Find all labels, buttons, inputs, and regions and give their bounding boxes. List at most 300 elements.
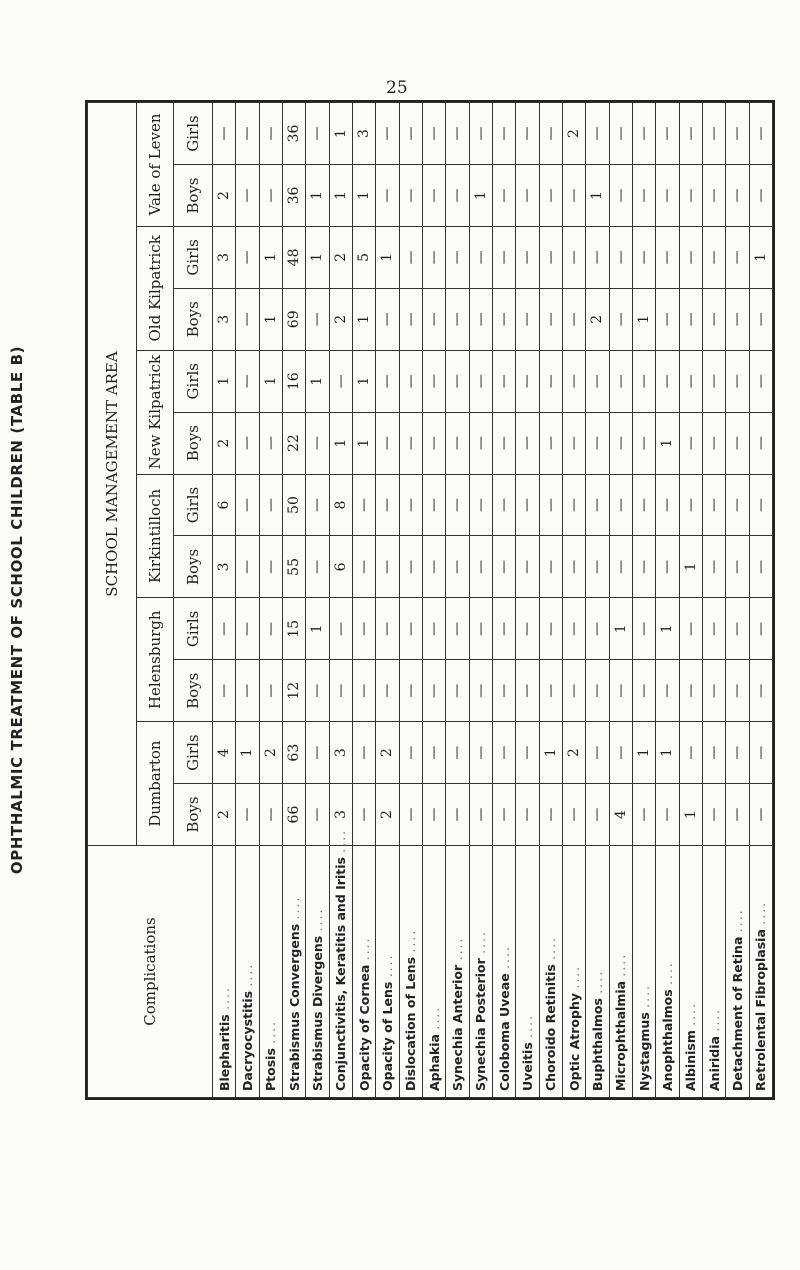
count-cell: — [562, 598, 585, 660]
table-row [539, 103, 562, 1098]
count-cell: — [236, 784, 259, 846]
count-cell: 48 [282, 226, 305, 288]
count-cell: — [329, 598, 352, 660]
count-cell: — [726, 598, 749, 660]
count-cell: — [259, 103, 282, 165]
count-cell: 1 [352, 288, 375, 350]
complication-label [539, 846, 562, 1098]
count-cell: — [422, 412, 445, 474]
count-cell: — [726, 722, 749, 784]
count-cell: — [399, 474, 422, 536]
count-cell: 15 [282, 598, 305, 660]
complication-label [516, 846, 539, 1098]
leader-dots: .... [309, 907, 325, 932]
count-cell: — [516, 784, 539, 846]
count-cell: — [469, 412, 492, 474]
boys-header: Boys [174, 165, 213, 227]
count-cell: — [539, 660, 562, 722]
count-cell: — [446, 784, 469, 846]
count-cell: — [586, 536, 609, 598]
count-cell: — [702, 536, 725, 598]
count-cell: — [609, 722, 632, 784]
complication-name: Nystagmus [636, 1012, 652, 1091]
table-row [609, 103, 632, 1098]
count-cell: — [586, 598, 609, 660]
count-cell: — [702, 226, 725, 288]
count-cell: — [399, 536, 422, 598]
count-cell: — [726, 350, 749, 412]
count-cell: 50 [282, 474, 305, 536]
count-cell: 16 [282, 350, 305, 412]
count-cell: — [632, 536, 655, 598]
count-cell: — [259, 784, 282, 846]
complication-label [492, 846, 515, 1098]
count-cell: — [352, 784, 375, 846]
table-row [562, 103, 585, 1098]
count-cell: — [516, 288, 539, 350]
count-cell: — [516, 412, 539, 474]
count-cell: — [726, 165, 749, 227]
count-cell: — [446, 412, 469, 474]
count-cell: — [399, 660, 422, 722]
count-cell: — [562, 350, 585, 412]
count-cell: — [446, 598, 469, 660]
count-cell: — [399, 288, 422, 350]
count-cell: — [632, 350, 655, 412]
leader-dots: .... [683, 1001, 699, 1026]
count-cell: — [376, 412, 399, 474]
count-cell: — [492, 598, 515, 660]
count-cell: 69 [282, 288, 305, 350]
complication-name: Microphthalmia [613, 980, 629, 1091]
count-cell: — [632, 660, 655, 722]
count-cell: — [679, 103, 702, 165]
count-cell: — [422, 226, 445, 288]
count-cell: — [492, 103, 515, 165]
count-cell: — [446, 103, 469, 165]
count-cell: — [539, 103, 562, 165]
count-cell: — [492, 722, 515, 784]
table-row [376, 103, 399, 1098]
count-cell: — [469, 474, 492, 536]
complication-name: Retrolental Fibroplasia [753, 929, 769, 1091]
leader-dots: .... [543, 935, 559, 960]
count-cell: — [562, 784, 585, 846]
count-cell: — [586, 226, 609, 288]
leader-dots: .... [636, 983, 652, 1008]
count-cell: — [702, 103, 725, 165]
count-cell: 1 [306, 598, 329, 660]
count-cell: — [609, 288, 632, 350]
count-cell: — [422, 660, 445, 722]
count-cell: — [259, 598, 282, 660]
count-cell: — [656, 784, 679, 846]
count-cell: — [306, 474, 329, 536]
count-cell: 1 [306, 165, 329, 227]
count-cell: — [609, 536, 632, 598]
count-cell: — [586, 103, 609, 165]
count-cell: 1 [259, 350, 282, 412]
table-row [656, 103, 679, 1098]
count-cell: 1 [632, 288, 655, 350]
count-cell: 3 [213, 288, 236, 350]
leader-dots: .... [333, 828, 349, 853]
count-cell: — [236, 412, 259, 474]
leader-dots: .... [239, 962, 255, 987]
count-cell: — [306, 288, 329, 350]
table-row [679, 103, 702, 1098]
count-cell: 2 [376, 784, 399, 846]
complication-name: Strabismus Divergens [309, 935, 325, 1091]
table-row [516, 103, 539, 1098]
area-header-vale-of-leven: Vale of Leven [137, 103, 174, 227]
count-cell: — [516, 226, 539, 288]
table-row [352, 103, 375, 1098]
count-cell: — [399, 226, 422, 288]
count-cell: — [422, 722, 445, 784]
count-cell: — [632, 474, 655, 536]
count-cell: — [539, 784, 562, 846]
count-cell: 2 [329, 226, 352, 288]
count-cell: — [726, 226, 749, 288]
count-cell: 1 [656, 598, 679, 660]
count-cell: — [539, 226, 562, 288]
complication-label [656, 846, 679, 1098]
count-cell: — [632, 784, 655, 846]
count-cell: — [446, 350, 469, 412]
count-cell: 22 [282, 412, 305, 474]
count-cell: 2 [259, 722, 282, 784]
count-cell: — [352, 598, 375, 660]
count-cell: — [516, 660, 539, 722]
count-cell: 8 [329, 474, 352, 536]
count-cell: — [632, 165, 655, 227]
count-cell: — [539, 165, 562, 227]
count-cell: — [422, 536, 445, 598]
girls-header: Girls [174, 722, 213, 784]
leader-dots: .... [216, 986, 232, 1010]
count-cell: 3 [329, 722, 352, 784]
table-row [586, 103, 609, 1098]
count-cell: — [679, 165, 702, 227]
leader-dots: .... [659, 961, 675, 985]
count-cell: — [632, 598, 655, 660]
count-cell: — [469, 722, 492, 784]
count-cell: — [446, 660, 469, 722]
count-cell: — [586, 474, 609, 536]
count-cell: 1 [656, 412, 679, 474]
count-cell: 3 [213, 226, 236, 288]
count-cell: — [492, 784, 515, 846]
count-cell: 2 [562, 103, 585, 165]
table-body [213, 103, 773, 1098]
complication-name: Aphakia [426, 1034, 442, 1091]
complication-label [282, 846, 305, 1098]
count-cell: — [492, 412, 515, 474]
table-row [492, 103, 515, 1098]
count-cell: — [702, 722, 725, 784]
complication-label [446, 846, 469, 1098]
complication-label [469, 846, 492, 1098]
complication-name: Buphthalmos [589, 998, 605, 1091]
count-cell: 1 [376, 226, 399, 288]
count-cell: — [399, 165, 422, 227]
count-cell: 63 [282, 722, 305, 784]
count-cell: 1 [469, 165, 492, 227]
count-cell: — [562, 165, 585, 227]
leader-dots: .... [589, 969, 605, 994]
count-cell: — [422, 598, 445, 660]
count-cell: 6 [329, 536, 352, 598]
count-cell: — [306, 660, 329, 722]
count-cell: — [399, 412, 422, 474]
count-cell: — [656, 474, 679, 536]
count-cell: — [399, 598, 422, 660]
count-cell: — [213, 103, 236, 165]
count-cell: — [562, 660, 585, 722]
count-cell: 66 [282, 784, 305, 846]
area-header-new-kilpatrick: New Kilpatrick [137, 350, 174, 474]
count-cell: — [236, 103, 259, 165]
complication-name: Choroido Retinitis [543, 964, 559, 1091]
complications-table-container [85, 100, 775, 1100]
complication-label [562, 846, 585, 1098]
count-cell: — [236, 288, 259, 350]
count-cell: — [329, 350, 352, 412]
count-cell: — [236, 474, 259, 536]
count-cell: — [329, 660, 352, 722]
count-cell: — [236, 165, 259, 227]
complication-name: Aniridia [706, 1036, 722, 1091]
count-cell: — [469, 288, 492, 350]
count-cell: 1 [656, 722, 679, 784]
count-cell: — [656, 103, 679, 165]
count-cell: 1 [609, 598, 632, 660]
complication-name: Dislocation of Lens [403, 956, 419, 1091]
count-cell: — [539, 288, 562, 350]
complication-name: Blepharitis [216, 1014, 232, 1091]
count-cell: — [632, 226, 655, 288]
count-cell: — [306, 722, 329, 784]
count-cell: — [259, 165, 282, 227]
count-cell: — [469, 536, 492, 598]
count-cell: 3 [329, 784, 352, 846]
count-cell: — [422, 474, 445, 536]
count-cell: — [562, 288, 585, 350]
complication-name: Optic Atrophy [566, 993, 582, 1091]
count-cell: — [213, 660, 236, 722]
count-cell: — [516, 350, 539, 412]
table-row [259, 103, 282, 1098]
count-cell: — [702, 474, 725, 536]
count-cell: — [726, 474, 749, 536]
count-cell: — [376, 103, 399, 165]
complication-label [236, 846, 259, 1098]
table-row [632, 103, 655, 1098]
count-cell: — [586, 660, 609, 722]
count-cell: — [702, 288, 725, 350]
count-cell: 1 [259, 288, 282, 350]
count-cell: — [376, 165, 399, 227]
count-cell: — [492, 660, 515, 722]
count-cell: — [469, 103, 492, 165]
count-cell: 1 [329, 412, 352, 474]
count-cell: — [469, 660, 492, 722]
count-cell: — [446, 474, 469, 536]
count-cell: — [749, 165, 772, 227]
girls-header: Girls [174, 226, 213, 288]
table-row [446, 103, 469, 1098]
area-header-old-kilpatrick: Old Kilpatrick [137, 226, 174, 350]
count-cell: — [679, 660, 702, 722]
count-cell: 2 [213, 165, 236, 227]
count-cell: — [516, 103, 539, 165]
count-cell: 1 [329, 165, 352, 227]
count-cell: — [259, 474, 282, 536]
complication-name: Coloboma Uveae [496, 973, 512, 1091]
count-cell: 1 [586, 165, 609, 227]
count-cell: 2 [213, 784, 236, 846]
count-cell: — [679, 226, 702, 288]
count-cell: — [726, 536, 749, 598]
complication-name: Dacryocystitis [239, 990, 255, 1091]
complication-name: Albinism [683, 1030, 699, 1091]
complication-label [376, 846, 399, 1098]
leader-dots: .... [426, 1005, 442, 1030]
count-cell: — [376, 660, 399, 722]
count-cell: 2 [586, 288, 609, 350]
leader-dots: .... [706, 1007, 722, 1032]
count-cell: — [492, 288, 515, 350]
table-row [469, 103, 492, 1098]
count-cell: — [749, 722, 772, 784]
count-cell: — [446, 536, 469, 598]
count-cell: — [306, 784, 329, 846]
count-cell: — [516, 474, 539, 536]
count-cell: 5 [352, 226, 375, 288]
complication-label [352, 846, 375, 1098]
complication-name: Synechia Anterior [449, 964, 465, 1091]
count-cell: — [399, 103, 422, 165]
complication-label [306, 846, 329, 1098]
count-cell: — [702, 412, 725, 474]
count-cell: — [609, 103, 632, 165]
count-cell: — [539, 474, 562, 536]
table-row [213, 103, 236, 1098]
table-row [749, 103, 772, 1098]
count-cell: — [446, 288, 469, 350]
count-cell: — [656, 660, 679, 722]
complication-name: Anophthalmos [659, 989, 675, 1091]
leader-dots: .... [263, 1019, 279, 1044]
count-cell: — [726, 288, 749, 350]
complication-label [749, 846, 772, 1098]
complication-name: Detachment of Retina [729, 936, 745, 1091]
count-cell: — [352, 722, 375, 784]
count-cell: — [399, 784, 422, 846]
count-cell: — [562, 474, 585, 536]
count-cell: — [679, 474, 702, 536]
count-cell: — [749, 660, 772, 722]
count-cell: — [516, 722, 539, 784]
count-cell: — [376, 474, 399, 536]
girls-header: Girls [174, 103, 213, 165]
count-cell: 1 [539, 722, 562, 784]
count-cell: — [236, 660, 259, 722]
complication-label [422, 846, 445, 1098]
girls-header: Girls [174, 350, 213, 412]
count-cell: — [586, 412, 609, 474]
count-cell: 2 [329, 288, 352, 350]
count-cell: — [516, 598, 539, 660]
count-cell: — [259, 412, 282, 474]
table-row [726, 103, 749, 1098]
count-cell: 1 [679, 536, 702, 598]
count-cell: — [702, 660, 725, 722]
count-cell: 1 [329, 103, 352, 165]
count-cell: — [609, 412, 632, 474]
count-cell: — [516, 536, 539, 598]
count-cell: — [586, 350, 609, 412]
side-title: OPHTHALMIC TREATMENT OF SCHOOL CHILDREN (TABLE B) [8, 345, 26, 875]
count-cell: — [749, 598, 772, 660]
count-cell: — [562, 412, 585, 474]
count-cell: 1 [306, 226, 329, 288]
count-cell: — [656, 350, 679, 412]
count-cell: 1 [749, 226, 772, 288]
count-cell: — [492, 226, 515, 288]
complication-name: Opacity of Cornea [356, 964, 372, 1091]
table-row [329, 103, 352, 1098]
count-cell: — [399, 722, 422, 784]
leader-dots: .... [356, 936, 372, 961]
boys-header: Boys [174, 660, 213, 722]
count-cell: — [539, 536, 562, 598]
count-cell: — [422, 350, 445, 412]
leader-dots: .... [496, 945, 512, 969]
complication-label [213, 846, 236, 1098]
count-cell: — [259, 660, 282, 722]
leader-dots: .... [449, 936, 465, 961]
complication-label [679, 846, 702, 1098]
count-cell: — [446, 226, 469, 288]
count-cell: — [609, 660, 632, 722]
count-cell: — [492, 536, 515, 598]
leader-dots: .... [729, 908, 745, 933]
leader-dots: .... [519, 1013, 535, 1038]
leader-dots: .... [473, 929, 489, 954]
complications-header: Complications [88, 846, 213, 1098]
count-cell: — [446, 165, 469, 227]
count-cell: — [702, 598, 725, 660]
count-cell: — [236, 350, 259, 412]
count-cell: — [726, 412, 749, 474]
count-cell: 1 [352, 165, 375, 227]
area-header-helensburgh: Helensburgh [137, 598, 174, 722]
complication-name: Synechia Posterior [473, 958, 489, 1091]
count-cell: — [656, 536, 679, 598]
count-cell: — [609, 350, 632, 412]
leader-dots: .... [286, 895, 302, 920]
table-row [399, 103, 422, 1098]
complication-label [609, 846, 632, 1098]
leader-dots: .... [403, 928, 419, 953]
count-cell: 4 [609, 784, 632, 846]
complication-label [259, 846, 282, 1098]
leader-dots: .... [613, 952, 629, 977]
count-cell: — [376, 288, 399, 350]
count-cell: — [492, 474, 515, 536]
